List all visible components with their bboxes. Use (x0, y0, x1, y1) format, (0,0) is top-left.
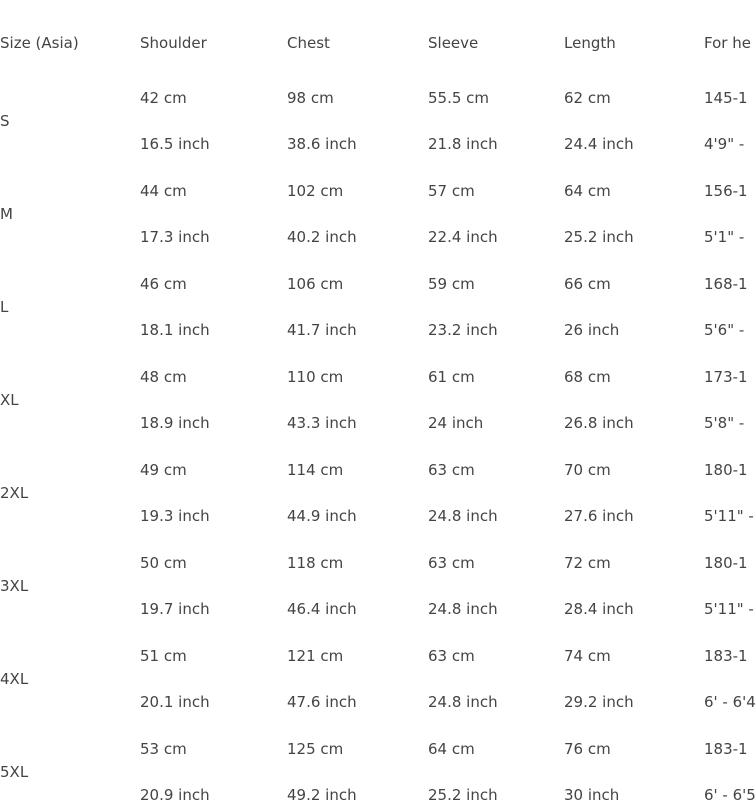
for-height-cm-cell: 173-1 (704, 368, 748, 386)
chest-cm-cell: 118 cm (287, 554, 344, 572)
size-label: XL (0, 391, 19, 409)
length-cm-cell: 74 cm (564, 647, 611, 665)
chest-inch-cell: 43.3 inch (287, 414, 357, 432)
shoulder-cm-cell: 46 cm (140, 275, 187, 293)
length-inch-cell: 24.4 inch (564, 135, 634, 153)
for-height-cm-cell: 156-1 (704, 182, 748, 200)
for-height-cm-cell: 168-1 (704, 275, 748, 293)
for-height-cm-cell: 180-1 (704, 554, 748, 572)
for-height-inch-cell: 4'9" - (704, 135, 745, 153)
header-size: Size (Asia) (0, 34, 79, 52)
shoulder-inch-cell: 19.3 inch (140, 507, 210, 525)
size-label: 2XL (0, 484, 29, 502)
length-cm-cell: 72 cm (564, 554, 611, 572)
shoulder-cm-cell: 51 cm (140, 647, 187, 665)
length-inch-cell: 25.2 inch (564, 228, 634, 246)
chest-cm-cell: 114 cm (287, 461, 344, 479)
length-inch-cell: 27.6 inch (564, 507, 634, 525)
header-length: Length (564, 34, 616, 52)
length-inch-cell: 30 inch (564, 786, 620, 804)
shoulder-inch-cell: 16.5 inch (140, 135, 210, 153)
header-for-height: For he (704, 34, 751, 52)
table-header (0, 33, 750, 53)
length-cm-cell: 62 cm (564, 89, 611, 107)
size-label: S (0, 112, 10, 130)
length-inch-cell: 26 inch (564, 321, 620, 339)
chest-inch-cell: 46.4 inch (287, 600, 357, 618)
shoulder-inch-cell: 17.3 inch (140, 228, 210, 246)
length-cm-cell: 68 cm (564, 368, 611, 386)
shoulder-cm-cell: 42 cm (140, 89, 187, 107)
for-height-cm-cell: 183-1 (704, 740, 748, 758)
length-cm-cell: 64 cm (564, 182, 611, 200)
shoulder-inch-cell: 18.9 inch (140, 414, 210, 432)
for-height-inch-cell: 6' - 6'5 (704, 786, 756, 804)
size-label: 5XL (0, 763, 29, 781)
for-height-inch-cell: 5'1" - (704, 228, 745, 246)
header-sleeve: Sleeve (428, 34, 479, 52)
size-label: 3XL (0, 577, 29, 595)
sleeve-cm-cell: 61 cm (428, 368, 475, 386)
chest-inch-cell: 38.6 inch (287, 135, 357, 153)
for-height-cm-cell: 145-1 (704, 89, 748, 107)
shoulder-cm-cell: 44 cm (140, 182, 187, 200)
chest-inch-cell: 40.2 inch (287, 228, 357, 246)
size-label: M (0, 205, 13, 223)
for-height-inch-cell: 5'6" - (704, 321, 745, 339)
sleeve-cm-cell: 64 cm (428, 740, 475, 758)
length-inch-cell: 29.2 inch (564, 693, 634, 711)
sleeve-cm-cell: 55.5 cm (428, 89, 490, 107)
size-label: L (0, 298, 9, 316)
length-cm-cell: 66 cm (564, 275, 611, 293)
length-cm-cell: 70 cm (564, 461, 611, 479)
chest-cm-cell: 125 cm (287, 740, 344, 758)
chest-inch-cell: 41.7 inch (287, 321, 357, 339)
sleeve-cm-cell: 63 cm (428, 461, 475, 479)
shoulder-cm-cell: 48 cm (140, 368, 187, 386)
length-inch-cell: 28.4 inch (564, 600, 634, 618)
for-height-inch-cell: 6' - 6'4 (704, 693, 756, 711)
header-chest: Chest (287, 34, 330, 52)
sleeve-inch-cell: 21.8 inch (428, 135, 498, 153)
chest-cm-cell: 98 cm (287, 89, 334, 107)
sleeve-inch-cell: 24.8 inch (428, 507, 498, 525)
sleeve-cm-cell: 63 cm (428, 647, 475, 665)
length-inch-cell: 26.8 inch (564, 414, 634, 432)
shoulder-cm-cell: 50 cm (140, 554, 187, 572)
shoulder-inch-cell: 20.1 inch (140, 693, 210, 711)
for-height-cm-cell: 183-1 (704, 647, 748, 665)
chest-inch-cell: 49.2 inch (287, 786, 357, 804)
shoulder-inch-cell: 20.9 inch (140, 786, 210, 804)
for-height-inch-cell: 5'8" - (704, 414, 745, 432)
chest-inch-cell: 44.9 inch (287, 507, 357, 525)
sleeve-inch-cell: 24.8 inch (428, 600, 498, 618)
for-height-inch-cell: 5'11" - (704, 507, 754, 525)
for-height-cm-cell: 180-1 (704, 461, 748, 479)
chest-cm-cell: 110 cm (287, 368, 344, 386)
chest-cm-cell: 102 cm (287, 182, 344, 200)
sleeve-cm-cell: 59 cm (428, 275, 475, 293)
sleeve-inch-cell: 25.2 inch (428, 786, 498, 804)
header-shoulder: Shoulder (140, 34, 207, 52)
sleeve-inch-cell: 24 inch (428, 414, 484, 432)
for-height-inch-cell: 5'11" - (704, 600, 754, 618)
length-cm-cell: 76 cm (564, 740, 611, 758)
sleeve-inch-cell: 24.8 inch (428, 693, 498, 711)
chest-inch-cell: 47.6 inch (287, 693, 357, 711)
sleeve-cm-cell: 57 cm (428, 182, 475, 200)
shoulder-cm-cell: 49 cm (140, 461, 187, 479)
shoulder-inch-cell: 19.7 inch (140, 600, 210, 618)
chest-cm-cell: 106 cm (287, 275, 344, 293)
shoulder-inch-cell: 18.1 inch (140, 321, 210, 339)
size-label: 4XL (0, 670, 29, 688)
shoulder-cm-cell: 53 cm (140, 740, 187, 758)
sleeve-inch-cell: 23.2 inch (428, 321, 498, 339)
sleeve-inch-cell: 22.4 inch (428, 228, 498, 246)
sleeve-cm-cell: 63 cm (428, 554, 475, 572)
chest-cm-cell: 121 cm (287, 647, 344, 665)
